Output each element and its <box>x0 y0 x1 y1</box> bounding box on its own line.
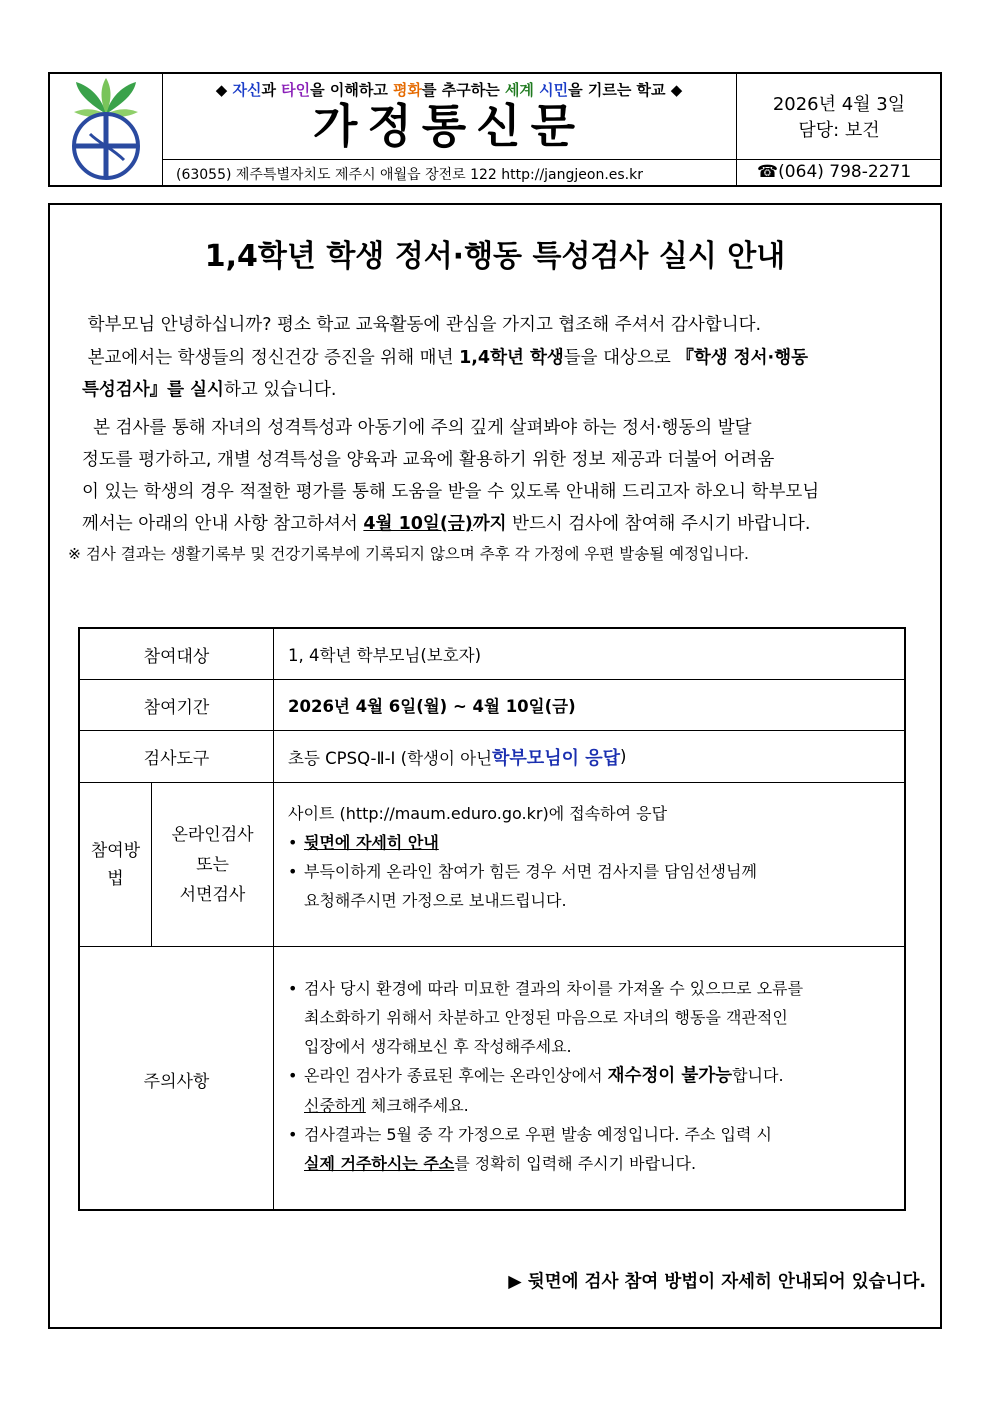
caution-1-cont: 최소화하기 위해서 차분하고 안정된 마음으로 자녀의 행동을 객관적인 <box>304 1008 788 1027</box>
tool-close-paren: ) <box>620 747 627 766</box>
caution-label: 주의사항 <box>143 1071 210 1092</box>
deadline-until: 까지 <box>472 514 507 534</box>
greeting-text: 학부모님 안녕하십니까? 평소 학교 교육활동에 관심을 가지고 협조해 주셔서 감사합니다. <box>87 315 762 335</box>
tool-name: 초등 CPSQ-Ⅱ-Ⅰ (학생이 아닌 <box>288 748 493 768</box>
caution-3 <box>288 1120 898 1149</box>
caution-text: 체크해주세요. <box>365 1096 469 1115</box>
method-site: 사이트 (http://maum.eduro.go.kr)에 접속하여 응답 <box>288 804 668 823</box>
bullet-dot: • <box>288 833 298 852</box>
method-label: 참여방법 <box>90 840 141 889</box>
intro-text: 하고 있습니다. <box>223 380 337 400</box>
greeting-paragraph <box>82 309 930 341</box>
motto-text: 을 기르는 학교 ◆ <box>568 81 683 99</box>
intro-target-grades: 1,4학년 학생 <box>459 348 564 368</box>
method-back-side: 뒷면에 자세히 안내 <box>304 833 439 852</box>
bullet-dot: • <box>288 1125 298 1144</box>
bullet-dot: • <box>288 1066 298 1085</box>
logo-cell <box>50 74 163 185</box>
phone-cell <box>736 159 941 186</box>
bullet-dot: • <box>288 979 298 998</box>
newsletter-header <box>48 72 942 187</box>
purpose-paragraph-line1 <box>82 412 930 444</box>
issue-date: 2026년 4월 3일 <box>772 94 906 115</box>
purpose-paragraph-line4 <box>82 508 930 540</box>
method-paper-text: 부득이하게 온라인 참여가 힘든 경우 서면 검사지를 담임선생님께 <box>304 862 757 881</box>
tool-respondent: 학부모님이 응답 <box>492 747 621 769</box>
back-side-note: ▶ 뒷면에 검사 참여 방법이 자세히 안내되어 있습니다. <box>508 1272 926 1292</box>
method-bullet-back <box>288 828 898 857</box>
info-table <box>78 627 906 1211</box>
caution-2 <box>288 1061 898 1091</box>
purpose-text: 본 검사를 통해 자녀의 성격특성과 아동기에 주의 깊게 살펴봐야 하는 정서·행동의 발달 <box>93 418 752 438</box>
method-bullet-paper <box>288 857 898 886</box>
intro-text: 들을 대상으로 <box>563 348 677 368</box>
intro-paragraph-line1 <box>82 342 930 374</box>
caution-text: 합니다. <box>732 1066 784 1085</box>
school-motto <box>162 79 736 100</box>
motto-word-world: 세계 <box>504 81 534 99</box>
motto-word-others: 타인 <box>281 81 311 99</box>
results-note: ※ 검사 결과는 생활기록부 및 건강기록부에 기록되지 않으며 추후 각 가정에 우편 발송될 예정입니다. <box>68 545 749 563</box>
method-bullet-paper-cont: 요청해주시면 가정으로 보내드립니다. <box>304 891 567 910</box>
notice-title: 1,4학년 학생 정서·행동 특성검사 실시 안내 <box>204 239 786 274</box>
motto-word-peace: 평화 <box>393 81 423 99</box>
caution-2-cont <box>288 1091 898 1120</box>
masthead-title: 가정통신문 <box>312 99 586 153</box>
method-details <box>288 799 898 915</box>
target-value: 1, 4학년 학부모님(보호자) <box>288 646 482 665</box>
intro-test-name: 『학생 정서·행동 <box>676 348 809 368</box>
purpose-paragraph-line2 <box>82 444 930 476</box>
intro-text: 본교에서는 학생들의 정신건강 증진을 위해 매년 <box>87 348 460 368</box>
method-online: 온라인검사 <box>171 824 254 845</box>
school-emblem-icon <box>50 74 162 185</box>
motto-prefix: ◆ <box>215 81 233 99</box>
intro-paragraph-line2 <box>82 374 930 406</box>
period-value: 2026년 4월 6일(월) ~ 4월 10일(금) <box>288 697 576 716</box>
address-cell <box>162 159 736 186</box>
caution-3-cont <box>288 1149 898 1178</box>
notice-frame <box>48 203 942 1329</box>
method-or: 또는 <box>196 854 229 875</box>
purpose-text: 정도를 평가하고, 개별 성격특성을 양육과 교육에 활용하기 위한 정보 제공과 더불어 어려움 <box>82 450 775 470</box>
date-cell <box>736 74 941 159</box>
bullet-dot: • <box>288 862 298 881</box>
deadline-date: 4월 10일(금) <box>363 514 473 534</box>
caution-1-cont: 입장에서 생각해보신 후 작성해주세요. <box>304 1037 572 1056</box>
school-phone: ☎(064) 798-2271 <box>757 162 912 182</box>
purpose-paragraph-line3 <box>82 476 930 508</box>
motto-word-self: 자신 <box>232 81 262 99</box>
purpose-text: 반드시 검사에 참여해 주시기 바랍니다. <box>506 514 811 534</box>
motto-text: 를 추구하는 <box>422 81 505 99</box>
staff-in-charge: 담당: 보건 <box>798 120 880 141</box>
purpose-text: 께서는 아래의 안내 사항 참고하셔서 <box>82 514 364 534</box>
motto-text: 과 <box>261 81 282 99</box>
caution-details <box>288 974 898 1178</box>
motto-word-citizen: 시민 <box>539 81 569 99</box>
purpose-text: 이 있는 학생의 경우 적절한 평가를 통해 도움을 받을 수 있도록 안내해 드리고자 하오니 학부모님 <box>82 482 820 502</box>
intro-test-name-cont: 특성검사』를 실시 <box>82 380 224 400</box>
actual-address-text: 실제 거주하시는 주소 <box>304 1154 455 1173</box>
caution-text: 검사 당시 환경에 따라 미묘한 결과의 차이를 가져올 수 있으므로 오류를 <box>304 979 804 998</box>
target-label: 참여대상 <box>143 646 210 667</box>
tool-label: 검사도구 <box>143 749 210 769</box>
method-type <box>152 783 273 946</box>
method-paper: 서면검사 <box>179 884 246 905</box>
motto-text: 을 이해하고 <box>310 81 394 99</box>
period-label: 참여기간 <box>143 697 210 718</box>
caution-1 <box>288 974 898 1003</box>
no-revision-warning: 재수정이 불가능 <box>607 1066 733 1086</box>
caution-text: 온라인 검사가 종료된 후에는 온라인상에서 <box>304 1066 608 1085</box>
caution-text: 검사결과는 5월 중 각 가정으로 우편 발송 예정입니다. 주소 입력 시 <box>304 1125 772 1144</box>
caution-text: 를 정확히 입력해 주시기 바랍니다. <box>454 1154 697 1173</box>
masthead-cell <box>162 74 736 159</box>
school-address: (63055) 제주특별자치도 제주시 애월읍 장전로 122 http://jangjeon.es.kr <box>176 167 643 183</box>
tool-value <box>274 731 904 782</box>
carefully-text: 신중하게 <box>304 1096 366 1115</box>
